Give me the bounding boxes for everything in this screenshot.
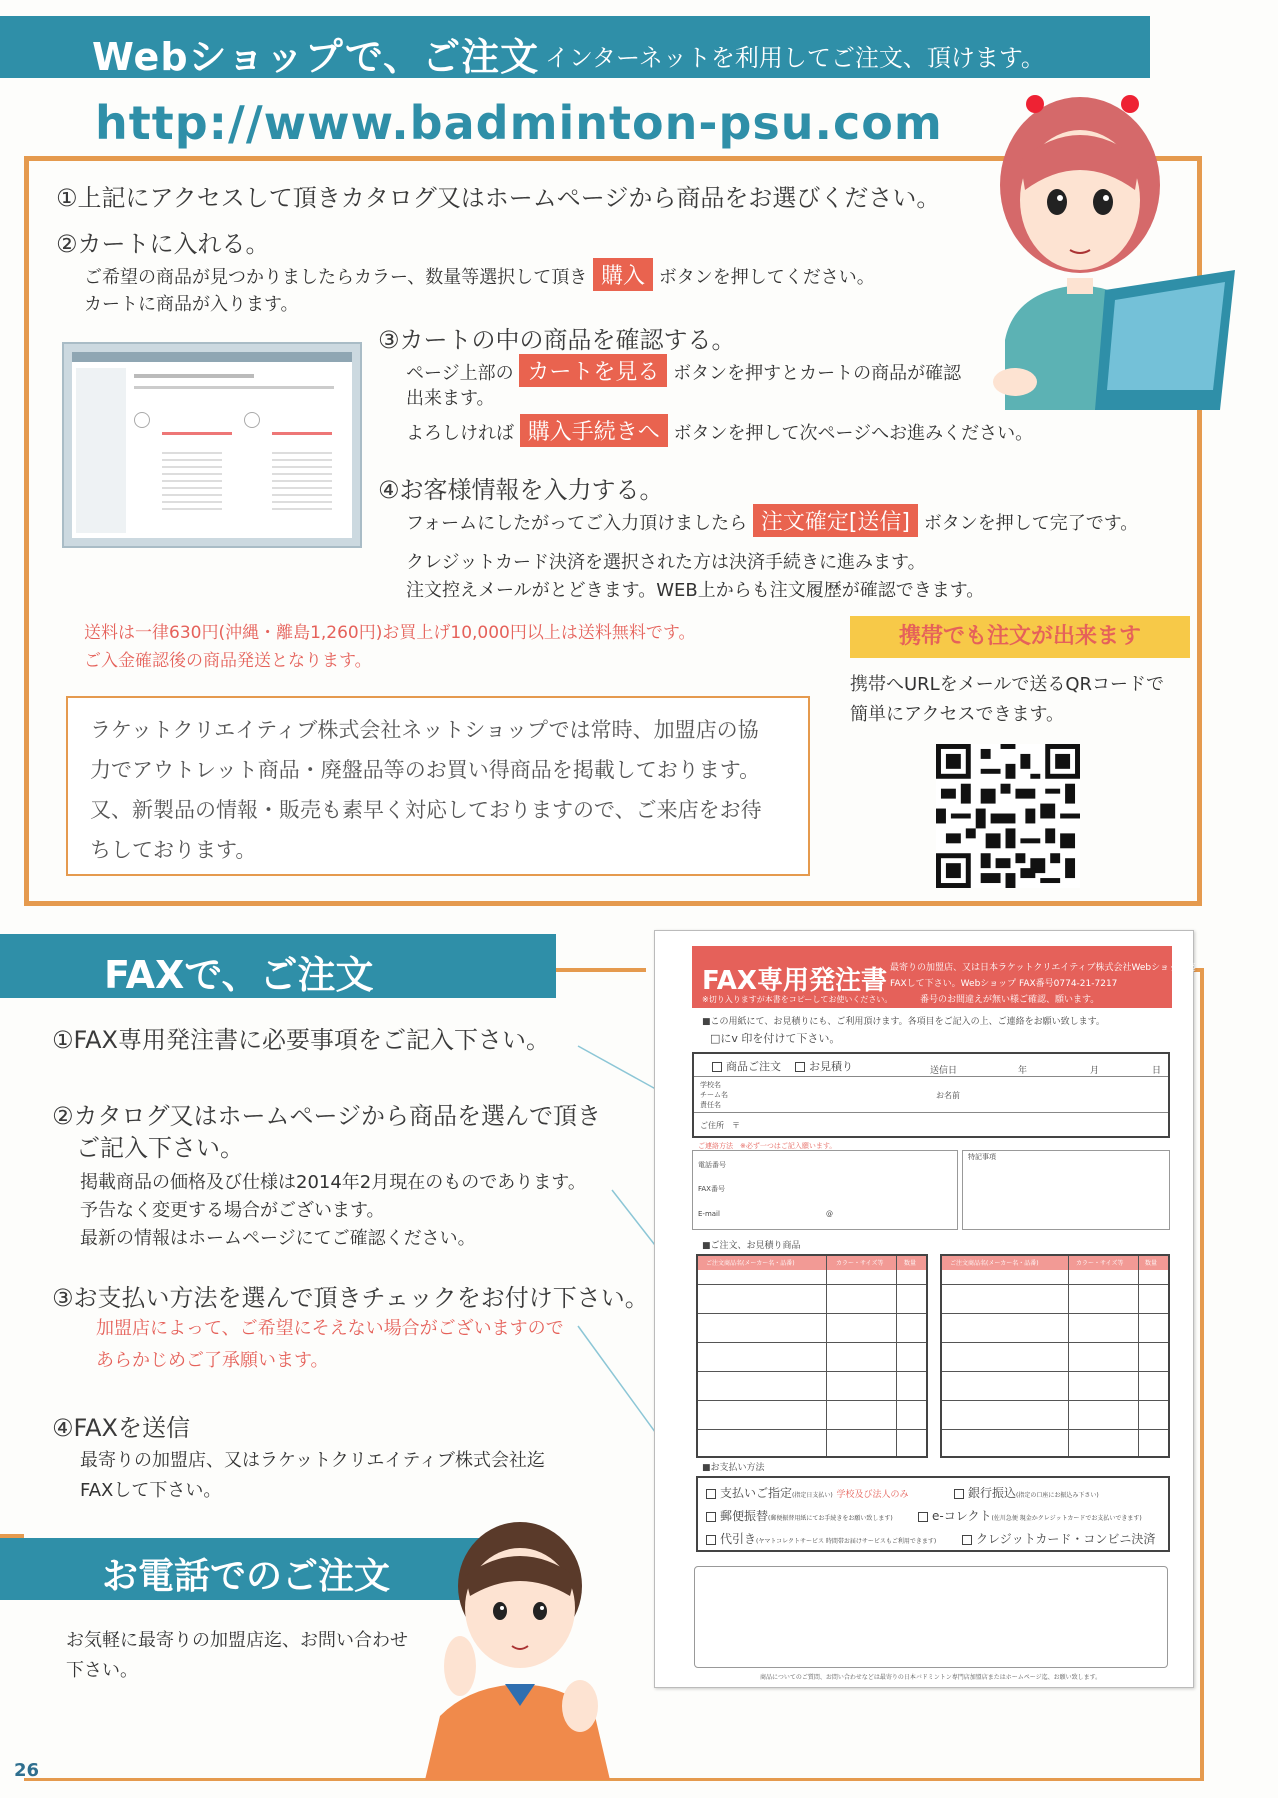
fax-step-2-text-a: 掲載商品の価格及び仕様は2014年2月現在のものであります。: [80, 1172, 586, 1193]
col-qty-left: 数量: [904, 1260, 917, 1267]
pay-ecollect-note: (佐川急便 現金かクレジットカードでお支払いできます): [991, 1515, 1142, 1522]
pay-bank-note: (指定の口座にお振込み下さい): [1016, 1492, 1099, 1499]
pay-credit-label: クレジットカード・コンビニ決済: [976, 1532, 1156, 1546]
year-label: 年: [1018, 1066, 1028, 1076]
web-step-3-line-2: 出来ます。: [406, 388, 495, 409]
phone-title: お電話でのご注文: [102, 1556, 391, 1597]
pay-designated-note: (指定日支払い): [792, 1492, 833, 1499]
fax-step-3: ③お支払い方法を選んで頂きチェックをお付け下さい。: [52, 1284, 649, 1312]
month-label: 月: [1090, 1066, 1100, 1076]
phone-text-b: 下さい。: [66, 1660, 138, 1681]
web-step-1: ①上記にアクセスして頂きカタログ又はホームページから商品をお選びください。: [56, 184, 941, 212]
web-step-2-text-b: ボタンを押してください。: [658, 267, 875, 288]
items-table-left: [696, 1254, 928, 1458]
web-step-3-text-d: よろしければ: [406, 423, 514, 444]
pay-ecollect-label: e-コレクト: [932, 1509, 992, 1523]
web-step-4: ④お客様情報を入力する。: [378, 476, 664, 504]
at-sign: @: [826, 1210, 833, 1218]
col-divider: [826, 1256, 827, 1456]
web-step-4-line-2: クレジットカード決済を選択された方は決済手続きに進みます。: [406, 552, 926, 573]
notice-line-4: ちしております。: [90, 838, 257, 862]
address-label: ご住所 〒: [700, 1121, 740, 1130]
view-cart-button[interactable]: カートを見る: [519, 354, 667, 387]
fax-title: FAXで、ご注文: [104, 953, 374, 997]
pay-credit-checkbox[interactable]: [962, 1535, 972, 1545]
pay-cod-note: (ヤマトコレクトサービス 時間帯お届けサービスもご利用できます): [756, 1538, 937, 1545]
notice-line-2: 力でアウトレット商品・廃盤品等のお買い得商品を掲載しております。: [90, 758, 761, 782]
pay-ecollect-option: [918, 1507, 1142, 1524]
pay-credit-option: [962, 1530, 1155, 1547]
name-label: お名前: [936, 1091, 960, 1100]
checkout-button[interactable]: 購入手続きへ: [520, 414, 668, 447]
fax-step-1: ①FAX専用発注書に必要事項をご記入下さい。: [52, 1026, 550, 1054]
web-step-3: ③カートの中の商品を確認する。: [378, 326, 736, 354]
items-title: ■ご注文、お見積り商品: [702, 1241, 801, 1251]
pay-bank-label: 銀行振込: [968, 1486, 1017, 1500]
pay-row-1: [706, 1484, 909, 1501]
pay-designated-label: 支払いご指定: [720, 1486, 793, 1500]
email-label: E-mail: [698, 1210, 720, 1218]
fax-step-2-b: ご記入下さい。: [76, 1134, 244, 1162]
contact-table: [692, 1150, 958, 1230]
shipping-note-2: ご入金確認後の商品発送となります。: [84, 651, 372, 671]
order-checkbox[interactable]: [712, 1062, 722, 1072]
form-header-note-a: 最寄りの加盟店、又は日本ラケットクリエイティブ株式会社Webショップ迄: [890, 963, 1196, 973]
pay-bank-checkbox[interactable]: [954, 1489, 964, 1499]
opt-order-label: 商品ご注文: [726, 1060, 781, 1073]
buy-button[interactable]: 購入: [593, 258, 653, 291]
pay-postal-note: (郵便振替用紙にてお手続きをお願い致します): [768, 1515, 893, 1522]
form-rule: [694, 1076, 1168, 1077]
pay-title: ■お支払い方法: [702, 1463, 765, 1473]
col-product-left: ご注文商品名(メーカー名・品番): [706, 1260, 795, 1267]
items-header-left: [698, 1256, 926, 1270]
col-divider: [1138, 1256, 1139, 1456]
pay-cod-label: 代引き: [720, 1532, 757, 1546]
items-header-right: [942, 1256, 1168, 1270]
boy-on-phone-illustration: [420, 1516, 640, 1780]
fax-label: FAX番号: [698, 1185, 725, 1193]
form-rule: [694, 1112, 1168, 1113]
notice-line-3: 又、新製品の情報・販売も素早く対応しておりますので、ご来店をお待: [90, 798, 762, 822]
manager-label: 責任名: [700, 1101, 721, 1109]
fax-step-3-note-b: あらかじめご了承願います。: [96, 1350, 329, 1371]
pay-row-3: [706, 1530, 936, 1547]
fax-step-4-text-b: FAXして下さい。: [80, 1480, 222, 1501]
form-copy-note: ※切り入りますが本書をコピーしてお使いください。: [702, 995, 893, 1004]
col-color-right: カラー・サイズ等: [1076, 1260, 1124, 1267]
remarks-box: [962, 1150, 1170, 1230]
mobile-order-badge: 携帯でも注文が出来ます: [850, 616, 1190, 658]
web-step-4-text-a: フォームにしたがってご入力頂けましたら: [406, 513, 748, 534]
web-step-2-line-2: カートに商品が入ります。: [84, 294, 299, 315]
items-table-right: [940, 1254, 1170, 1458]
mobile-text-1: 携帯へURLをメールで送るQRコードで: [850, 674, 1165, 695]
web-step-3-text-e: ボタンを押して次ページへお進みください。: [673, 423, 1034, 444]
remarks-label: 特記事項: [968, 1153, 996, 1161]
web-title: Webショップで、ご注文: [92, 35, 540, 79]
phone-label: 電話番号: [698, 1161, 726, 1169]
web-subtitle: インターネットを利用してご注文、頂けます。: [545, 44, 1045, 72]
pay-bank-option: [954, 1484, 1099, 1501]
web-step-4-line-3: 注文控えメールがとどきます。WEB上からも注文履歴が確認できます。: [406, 580, 985, 601]
school-label: 学校名: [700, 1081, 721, 1089]
team-label: チーム名: [700, 1091, 728, 1099]
pay-designated-red: 学校及び法人のみ: [836, 1490, 909, 1500]
form-title: FAX専用発注書: [702, 966, 887, 996]
day-label: 日: [1152, 1066, 1162, 1076]
shipping-note-1: 送料は一律630円(沖縄・離島1,260円)お買上げ10,000円以上は送料無料です。: [84, 623, 696, 643]
fax-step-2-a: ②カタログ又はホームページから商品を選んで頂き: [52, 1102, 602, 1130]
web-step-2: ②カートに入れる。: [56, 230, 270, 258]
pay-row-2: [706, 1507, 893, 1524]
col-qty-right: 数量: [1145, 1260, 1158, 1267]
pay-postal-checkbox[interactable]: [706, 1512, 716, 1522]
web-step-2-text-a: ご希望の商品が見つかりましたらカラー、数量等選択して頂き: [84, 267, 588, 288]
col-color-left: カラー・サイズ等: [836, 1260, 884, 1267]
form-footer-note: 商品についてのご質問、お問い合わせなどは最寄りの日本バドミントン専門店加盟店またはホームページ迄、お願い致します。: [760, 1674, 1102, 1681]
fax-step-4-text-a: 最寄りの加盟店、又はラケットクリエイティブ株式会社迄: [80, 1450, 545, 1471]
fax-step-4: ④FAXを送信: [52, 1414, 190, 1442]
page-number: 26: [14, 1760, 40, 1781]
pay-cod-checkbox[interactable]: [706, 1535, 716, 1545]
notice-line-1: ラケットクリエイティブ株式会社ネットショップでは常時、加盟店の協: [90, 718, 759, 742]
web-step-4-text-b: ボタンを押して完了です。: [923, 513, 1139, 534]
opt-estimate-label: お見積り: [809, 1060, 853, 1073]
form-check-note: □にv 印を付けて下さい。: [710, 1032, 841, 1045]
pay-designated-checkbox[interactable]: [706, 1489, 716, 1499]
col-product-right: ご注文商品名(メーカー名・品番): [950, 1260, 1039, 1267]
col-divider: [896, 1256, 897, 1456]
contact-note: ご連絡方法 ※必ず一つはご記入願います。: [698, 1142, 837, 1150]
pay-postal-label: 郵便振替: [720, 1509, 769, 1523]
web-step-3-text-b: ボタンを押すとカートの商品が確認: [673, 363, 962, 384]
mobile-text-2: 簡単にアクセスできます。: [850, 704, 1065, 725]
order-type-options: [712, 1058, 853, 1074]
date-label: 送信日: [930, 1066, 958, 1076]
fax-step-2-text-c: 最新の情報はホームページにてご確認ください。: [80, 1228, 476, 1249]
fax-step-2-text-b: 予告なく変更する場合がございます。: [80, 1200, 385, 1221]
shop-url[interactable]: http://www.badminton-psu.com: [95, 96, 943, 150]
phone-text-a: お気軽に最寄りの加盟店迄、お問い合わせ: [66, 1630, 408, 1651]
fax-step-3-note-a: 加盟店によって、ご希望にそえない場合がございますので: [96, 1318, 564, 1339]
estimate-checkbox[interactable]: [795, 1062, 805, 1072]
confirm-order-button[interactable]: 注文確定[送信]: [753, 504, 918, 537]
web-step-3-text-a: ページ上部の: [406, 363, 514, 384]
col-divider: [1068, 1256, 1069, 1456]
form-header-note-c: 番号のお間違えが無い様ご確認、願います。: [920, 995, 1100, 1005]
form-intro: ■この用紙にて、お見積りにも、ご利用頂けます。各項目をご記入の上、ご連絡をお願い致します。: [702, 1017, 1105, 1027]
pay-ecollect-checkbox[interactable]: [918, 1512, 928, 1522]
free-notes-box: [694, 1566, 1168, 1668]
form-header-note-b: FAXして下さい。Webショップ FAX番号0774-21-7217: [890, 979, 1118, 989]
